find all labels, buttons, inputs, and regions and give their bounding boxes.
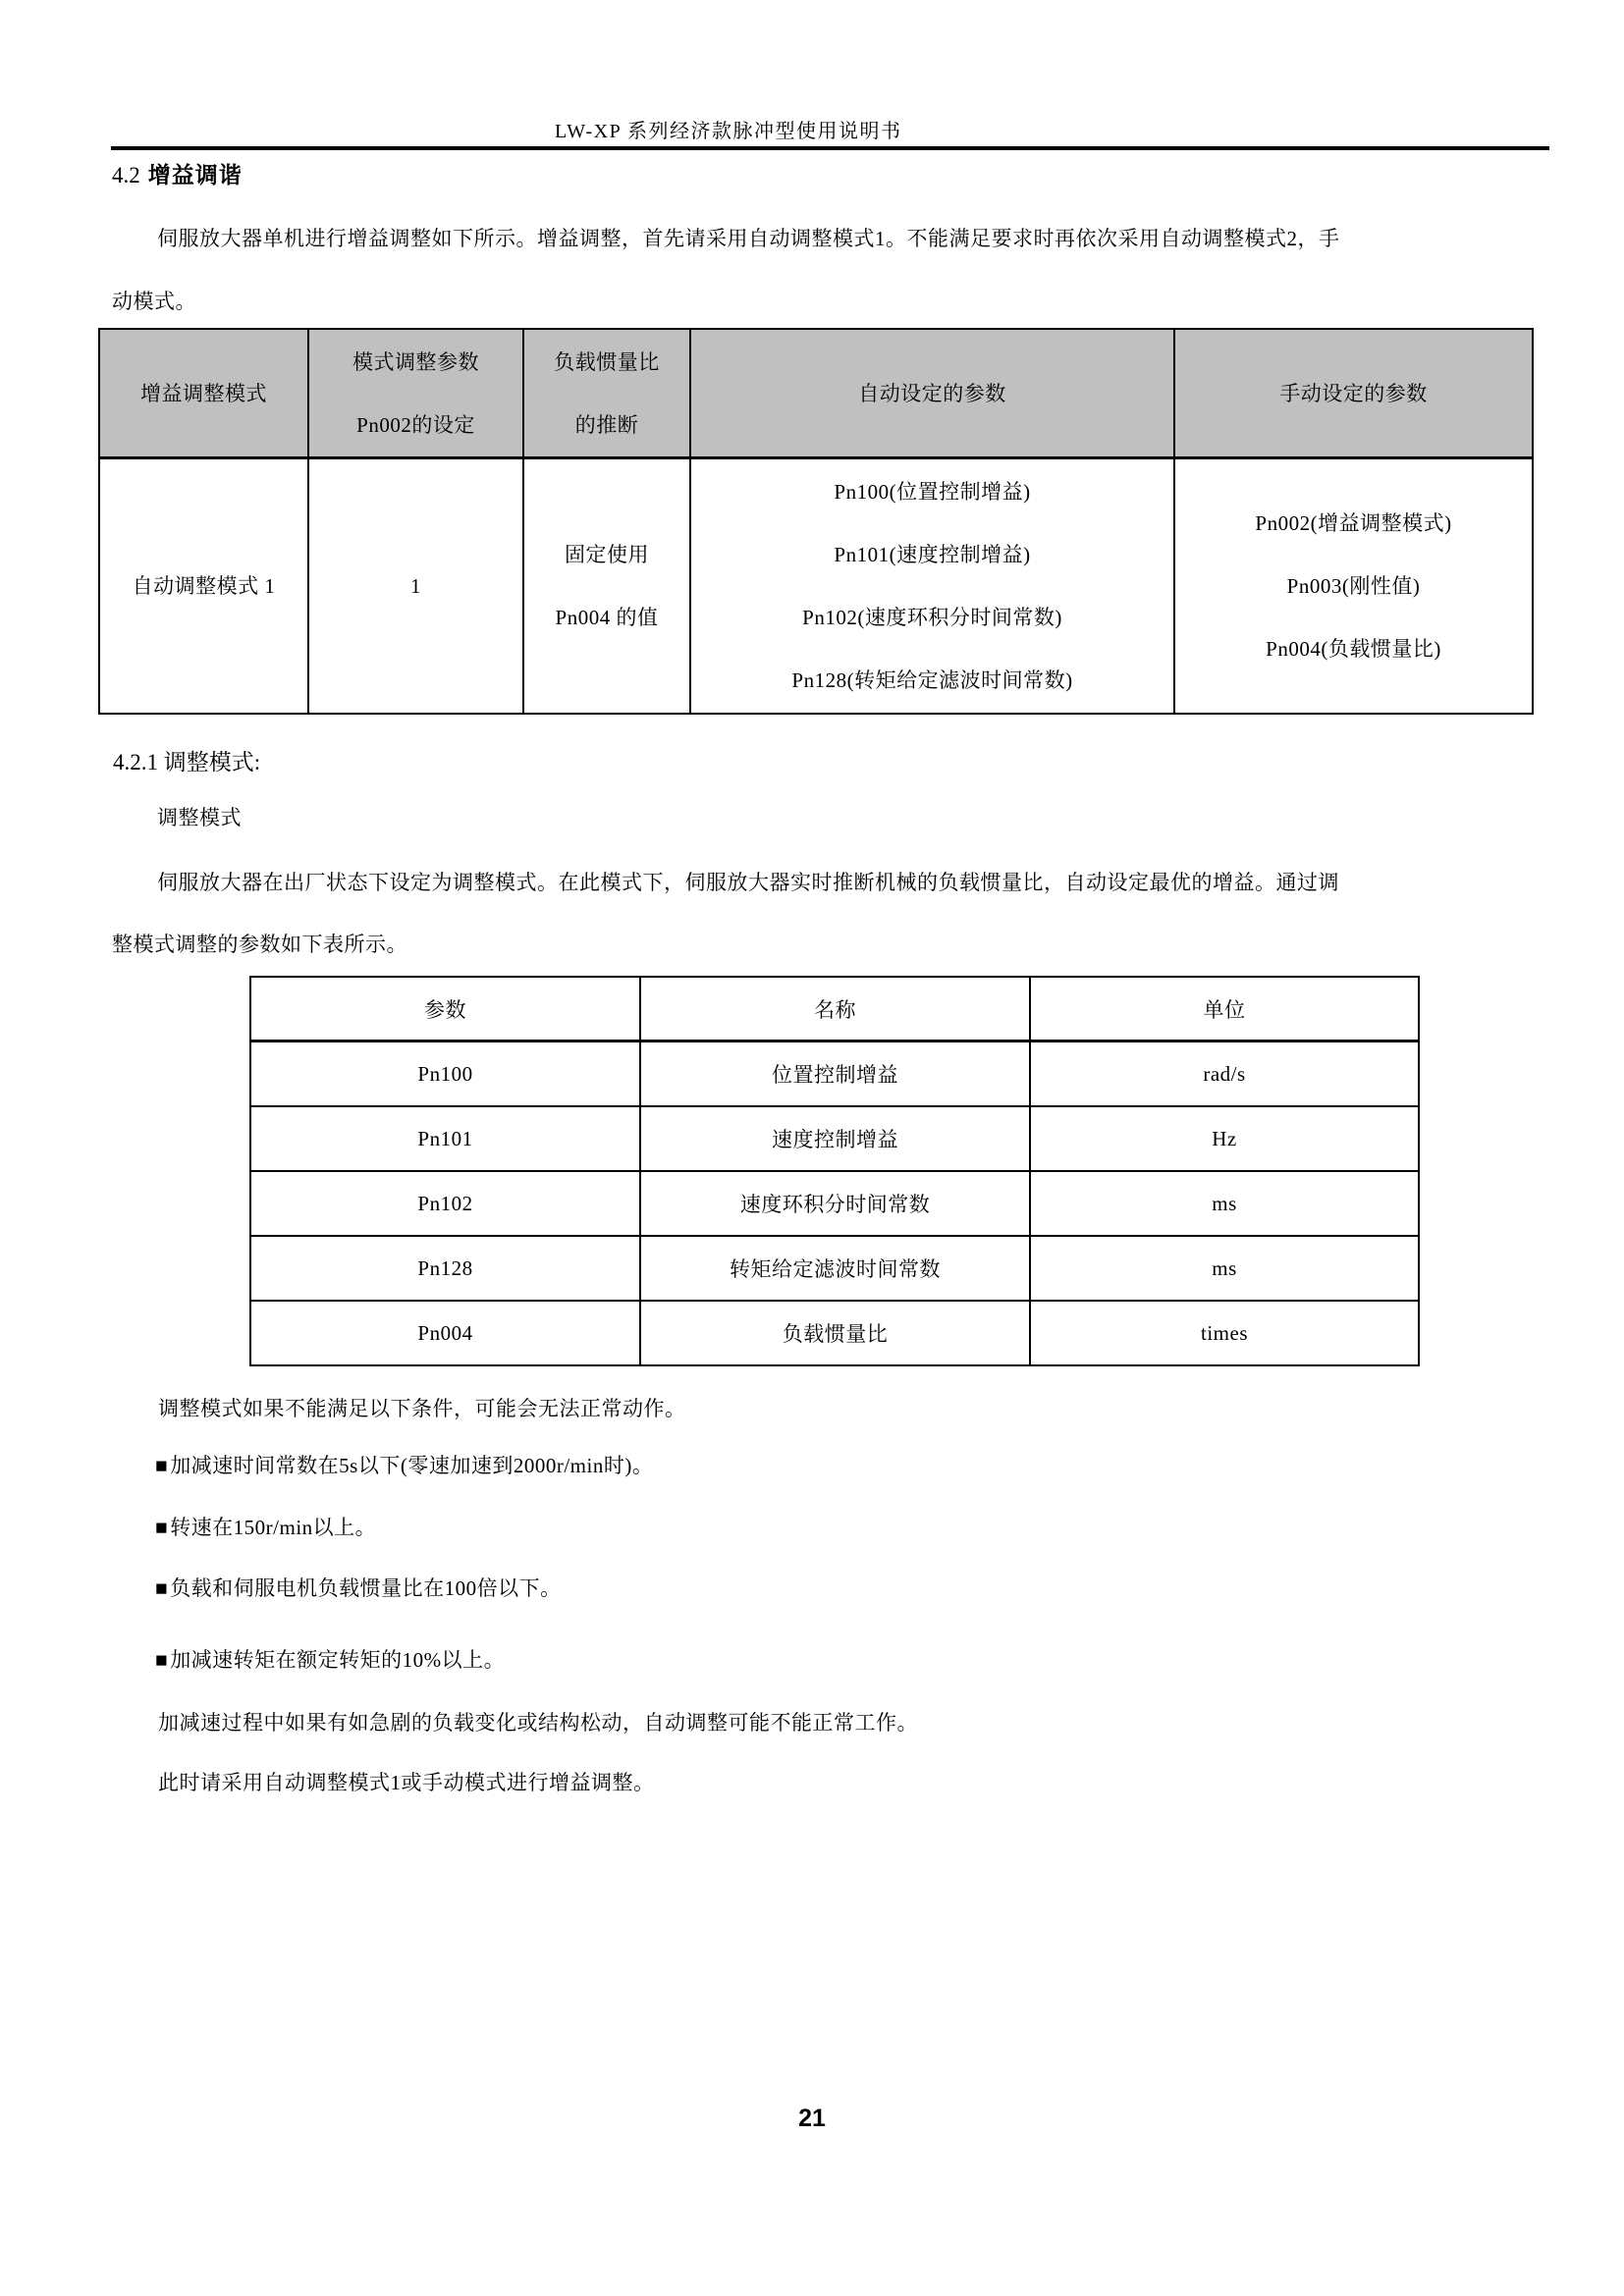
- cell-gain-mode: 自动调整模式 1: [99, 458, 308, 715]
- param-cell: Pn102: [250, 1171, 640, 1236]
- section-42-heading: [112, 157, 243, 189]
- table-row: [250, 1301, 1419, 1365]
- intro-paragraph-line1: 伺服放大器单机进行增益调整如下所示。增益调整，首先请采用自动调整模式1。不能满足要求时再依次采用自动调整模式2，手: [157, 227, 1340, 250]
- cell-auto-set-params: [690, 458, 1174, 715]
- param-name-cell: 速度环积分时间常数: [640, 1171, 1030, 1236]
- bullet-item: [155, 1515, 376, 1541]
- cell-line: Pn101(速度控制增益): [834, 543, 1031, 566]
- param-header-unit: 单位: [1030, 977, 1419, 1041]
- page-number: 21: [798, 2105, 826, 2132]
- header-cell-line: 模式调整参数: [352, 349, 479, 374]
- gain-table-header-row: [99, 329, 1533, 458]
- param-header-parameter: 参数: [250, 977, 640, 1041]
- section-42-title: 增益调谐: [147, 163, 243, 187]
- section-421-body-line2: 整模式调整的参数如下表所示。: [112, 933, 407, 956]
- gain-adjustment-table: [98, 328, 1534, 715]
- square-bullet-icon: ■: [155, 1648, 169, 1672]
- param-name-cell: 负载惯量比: [640, 1301, 1030, 1365]
- bullet-item: [155, 1575, 562, 1602]
- square-bullet-icon: ■: [155, 1516, 169, 1539]
- section-421-subheading: 调整模式: [157, 806, 242, 829]
- header-cell-line: Pn002的设定: [356, 412, 475, 437]
- param-unit-cell: ms: [1030, 1236, 1419, 1301]
- gain-table-header-inertia: [523, 329, 690, 458]
- header-cell-line: 自动设定的参数: [858, 381, 1006, 405]
- section-421-heading: 4.2.1 调整模式:: [113, 750, 261, 774]
- gain-table-header-mode: [99, 329, 308, 458]
- parameter-table-header-row: [250, 977, 1419, 1041]
- param-name-cell: 转矩给定滤波时间常数: [640, 1236, 1030, 1301]
- parameter-table: [249, 976, 1420, 1366]
- doc-header-title: LW-XP 系列经济款脉冲型使用说明书: [555, 121, 902, 142]
- note-caution-line1: 加减速过程中如果有如急剧的负载变化或结构松动，自动调整可能不能正常工作。: [158, 1711, 918, 1735]
- intro-paragraph-line2: 动模式。: [112, 290, 196, 313]
- header-cell-line: 增益调整模式: [140, 381, 267, 405]
- cell-line: Pn128(转矩给定滤波时间常数): [791, 668, 1073, 692]
- gain-table-data-row: [99, 458, 1533, 715]
- header-rule: [111, 146, 1549, 150]
- header-cell-line: 负载惯量比: [554, 349, 660, 374]
- cell-line: Pn102(速度环积分时间常数): [802, 606, 1062, 629]
- param-unit-cell: ms: [1030, 1171, 1419, 1236]
- param-unit-cell: Hz: [1030, 1106, 1419, 1171]
- param-cell: Pn128: [250, 1236, 640, 1301]
- param-unit-cell: rad/s: [1030, 1041, 1419, 1107]
- table-row: [250, 1236, 1419, 1301]
- note-caution-line2: 此时请采用自动调整模式1或手动模式进行增益调整。: [158, 1771, 655, 1794]
- cell-line: Pn003(刚性值): [1286, 574, 1421, 598]
- cell-line: Pn002(增益调整模式): [1255, 511, 1452, 535]
- cell-line: Pn004(负载惯量比): [1266, 637, 1441, 661]
- param-cell: Pn101: [250, 1106, 640, 1171]
- square-bullet-icon: ■: [155, 1576, 169, 1600]
- cell-line: Pn004 的值: [555, 606, 659, 629]
- bullet-item: [155, 1453, 653, 1479]
- cell-pn002-value: 1: [308, 458, 523, 715]
- param-name-cell: 速度控制增益: [640, 1106, 1030, 1171]
- cell-line: 固定使用: [565, 543, 649, 566]
- gain-table-header-mode-param: [308, 329, 523, 458]
- cell-manual-set-params: [1174, 458, 1533, 715]
- param-name-cell: 位置控制增益: [640, 1041, 1030, 1107]
- cell-line: Pn100(位置控制增益): [834, 480, 1031, 504]
- section-421-body-line1: 伺服放大器在出厂状态下设定为调整模式。在此模式下，伺服放大器实时推断机械的负载惯量比，自动设定最优的增益。通过调: [157, 871, 1339, 894]
- gain-table-header-auto-params: [690, 329, 1174, 458]
- note-conditions-intro: 调整模式如果不能满足以下条件，可能会无法正常动作。: [158, 1397, 686, 1420]
- header-cell-line: 手动设定的参数: [1279, 381, 1428, 405]
- square-bullet-icon: ■: [155, 1454, 169, 1477]
- bullet-text: 加减速时间常数在5s以下(零速加速到2000r/min时)。: [170, 1454, 654, 1477]
- table-row: [250, 1106, 1419, 1171]
- param-cell: Pn004: [250, 1301, 640, 1365]
- table-row: [250, 1041, 1419, 1107]
- param-cell: Pn100: [250, 1041, 640, 1107]
- section-42-number: 4.2: [112, 163, 140, 187]
- cell-inertia-estimation: [523, 458, 690, 715]
- table-row: [250, 1171, 1419, 1236]
- gain-table-header-manual-params: [1174, 329, 1533, 458]
- bullet-text: 加减速转矩在额定转矩的10%以上。: [170, 1648, 506, 1672]
- bullet-text: 转速在150r/min以上。: [170, 1516, 377, 1539]
- param-header-name: 名称: [640, 977, 1030, 1041]
- header-cell-line: 的推断: [574, 412, 639, 437]
- bullet-item: [155, 1647, 505, 1674]
- bullet-text: 负载和伺服电机负载惯量比在100倍以下。: [170, 1576, 562, 1600]
- param-unit-cell: times: [1030, 1301, 1419, 1365]
